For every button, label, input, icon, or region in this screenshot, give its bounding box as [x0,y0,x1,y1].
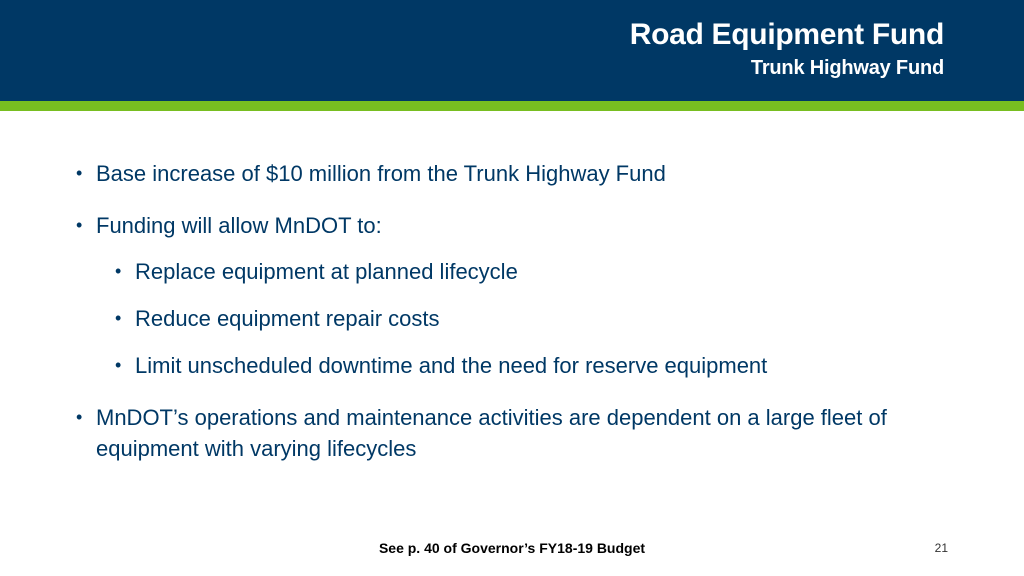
sub-bullet-text: Reduce equipment repair costs [135,306,440,331]
bullet-icon: • [115,355,122,375]
bullet-icon: • [115,308,122,328]
bullet-icon: • [115,261,122,281]
bullet-icon: • [76,163,83,183]
slide-subtitle: Trunk Highway Fund [750,57,944,79]
bullet-item [76,158,976,189]
bullet-text: MnDOT’s operations and maintenance activities are dependent on a large fleet of equipment with varying lifecycles [96,405,887,461]
bullet-text: Base increase of $10 million from the Trunk Highway Fund [96,161,666,186]
bullet-item [76,402,956,464]
sub-bullet-item [115,256,975,287]
bullet-text: Funding will allow MnDOT to: [96,213,382,238]
slide-title: Road Equipment Fund [629,18,944,51]
sub-bullet-text: Limit unscheduled downtime and the need for reserve equipment [135,353,768,378]
bullet-icon: • [76,215,83,235]
bullet-icon: • [76,407,83,427]
bullet-item [76,210,976,241]
sub-bullet-item [115,350,975,381]
footer-note: See p. 40 of Governor’s FY18-19 Budget [378,540,646,556]
page-number: 21 [934,541,948,555]
sub-bullet-item [115,303,975,334]
sub-bullet-text: Replace equipment at planned lifecycle [135,259,518,284]
